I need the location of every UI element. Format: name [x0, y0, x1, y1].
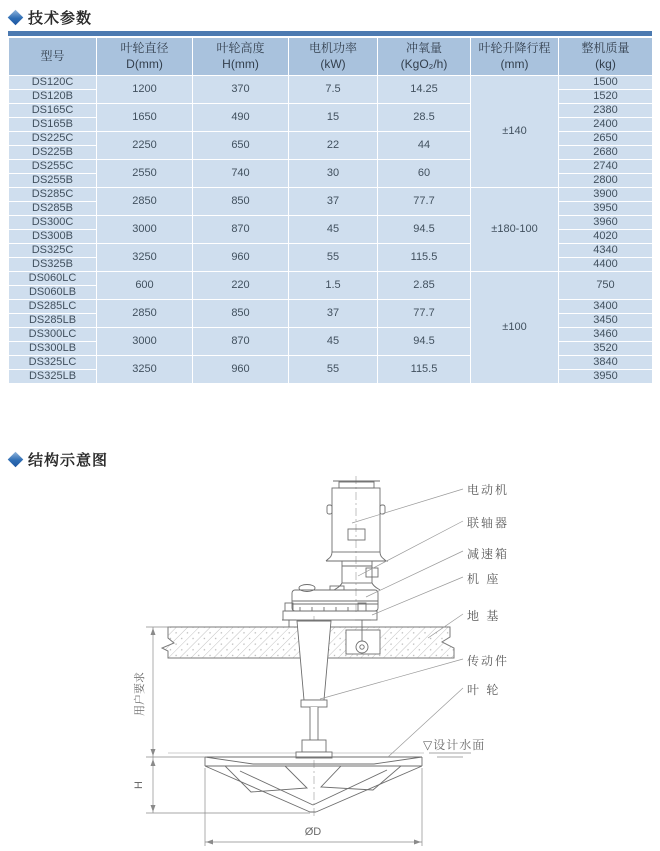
part-label: 减速箱 [467, 547, 510, 561]
drive-shaft [310, 707, 318, 740]
mass-cell: 2400 [559, 118, 653, 132]
oxygen-cell: 60 [378, 160, 471, 188]
table-top-strip [8, 31, 652, 36]
model-cell: DS300LC [9, 328, 97, 342]
power-cell: 55 [289, 244, 378, 272]
model-cell: DS285LB [9, 314, 97, 328]
mass-cell: 3450 [559, 314, 653, 328]
diameter-cell: 1200 [97, 76, 193, 104]
height-cell: 960 [193, 356, 289, 384]
model-cell: DS325LC [9, 356, 97, 370]
mass-cell: 4020 [559, 230, 653, 244]
oxygen-cell: 115.5 [378, 356, 471, 384]
power-cell: 22 [289, 132, 378, 160]
dimension-user-requirement: 用户要求 [134, 672, 146, 716]
table-row [9, 272, 653, 286]
part-label: 联轴器 [467, 516, 510, 530]
oxygen-cell: 77.7 [378, 300, 471, 328]
height-cell: 220 [193, 272, 289, 300]
stroke-cell: ±140 [471, 76, 559, 188]
section-title-text: 结构示意图 [28, 452, 109, 469]
power-cell: 45 [289, 328, 378, 356]
impeller [205, 757, 422, 812]
model-cell: DS225B [9, 146, 97, 160]
mass-cell: 3950 [559, 202, 653, 216]
mass-cell: 2650 [559, 132, 653, 146]
model-cell: DS120B [9, 90, 97, 104]
column-header: 叶轮升降行程 (mm) [471, 38, 559, 76]
mass-cell: 3520 [559, 342, 653, 356]
mass-cell: 2680 [559, 146, 653, 160]
machine-base [283, 611, 377, 620]
gearbox [292, 590, 378, 611]
power-cell: 15 [289, 104, 378, 132]
model-cell: DS165C [9, 104, 97, 118]
height-cell: 370 [193, 76, 289, 104]
foundation-slab [162, 627, 454, 658]
power-cell: 55 [289, 356, 378, 384]
model-cell: DS060LC [9, 272, 97, 286]
height-cell: 650 [193, 132, 289, 160]
mass-cell: 4400 [559, 258, 653, 272]
table-row [9, 76, 653, 90]
column-header: 电机功率 (kW) [289, 38, 378, 76]
power-cell: 7.5 [289, 76, 378, 104]
model-cell: DS255B [9, 174, 97, 188]
water-level-label: ▽设计水面 [423, 738, 486, 752]
mass-cell: 4340 [559, 244, 653, 258]
shaft-guard [297, 621, 331, 700]
diameter-cell: 3250 [97, 356, 193, 384]
height-cell: 850 [193, 300, 289, 328]
oxygen-cell: 14.25 [378, 76, 471, 104]
mass-cell: 3460 [559, 328, 653, 342]
model-cell: DS165B [9, 118, 97, 132]
diameter-cell: 3250 [97, 244, 193, 272]
mass-cell: 1520 [559, 90, 653, 104]
mass-cell: 2800 [559, 174, 653, 188]
model-cell: DS325LB [9, 370, 97, 384]
mass-cell: 3840 [559, 356, 653, 370]
power-cell: 45 [289, 216, 378, 244]
oxygen-cell: 94.5 [378, 216, 471, 244]
oxygen-cell: 44 [378, 132, 471, 160]
diamond-bullet-icon [8, 10, 24, 26]
column-header: 叶轮直径 D(mm) [97, 38, 193, 76]
part-label: 机 座 [467, 572, 501, 586]
model-cell: DS300B [9, 230, 97, 244]
part-label: 传动件 [467, 654, 510, 668]
oxygen-cell: 94.5 [378, 328, 471, 356]
model-cell: DS325C [9, 244, 97, 258]
power-cell: 37 [289, 188, 378, 216]
height-cell: 870 [193, 216, 289, 244]
model-cell: DS300C [9, 216, 97, 230]
mass-cell: 2740 [559, 160, 653, 174]
model-cell: DS300LB [9, 342, 97, 356]
power-cell: 30 [289, 160, 378, 188]
model-cell: DS285LC [9, 300, 97, 314]
diameter-cell: 2850 [97, 188, 193, 216]
model-cell: DS285B [9, 202, 97, 216]
part-label: 电动机 [467, 483, 510, 497]
motor-body [332, 488, 380, 552]
dimension-impeller-diameter: ØD [304, 826, 322, 838]
diameter-cell: 2250 [97, 132, 193, 160]
model-cell: DS285C [9, 188, 97, 202]
model-cell: DS060LB [9, 286, 97, 300]
diameter-cell: 2550 [97, 160, 193, 188]
mass-cell: 2380 [559, 104, 653, 118]
stroke-cell: ±100 [471, 272, 559, 384]
column-header: 叶轮高度 H(mm) [193, 38, 289, 76]
column-header: 整机质量 (kg) [559, 38, 653, 76]
table-row [9, 188, 653, 202]
spec-table [8, 37, 653, 384]
oxygen-cell: 2.85 [378, 272, 471, 300]
dimension-impeller-height: H [133, 781, 145, 789]
model-cell: DS120C [9, 76, 97, 90]
power-cell: 1.5 [289, 272, 378, 300]
model-cell: DS225C [9, 132, 97, 146]
height-cell: 870 [193, 328, 289, 356]
model-cell: DS255C [9, 160, 97, 174]
diameter-cell: 600 [97, 272, 193, 300]
height-cell: 740 [193, 160, 289, 188]
diamond-bullet-icon [8, 452, 24, 468]
section-title-structure [10, 449, 108, 470]
column-header: 冲氧量 (KgO₂/h) [378, 38, 471, 76]
section-title-specs [10, 7, 92, 28]
section-title-text: 技术参数 [28, 10, 93, 27]
oxygen-cell: 77.7 [378, 188, 471, 216]
mass-cell: 1500 [559, 76, 653, 90]
oxygen-cell: 115.5 [378, 244, 471, 272]
mass-cell: 3900 [559, 188, 653, 202]
diameter-cell: 1650 [97, 104, 193, 132]
diameter-cell: 3000 [97, 216, 193, 244]
mass-cell: 3950 [559, 370, 653, 384]
table-header-row [9, 38, 653, 76]
power-cell: 37 [289, 300, 378, 328]
diameter-cell: 2850 [97, 300, 193, 328]
coupling [342, 561, 372, 583]
mass-cell: 750 [559, 272, 653, 300]
oxygen-cell: 28.5 [378, 104, 471, 132]
mass-cell: 3960 [559, 216, 653, 230]
model-cell: DS325B [9, 258, 97, 272]
part-label: 地 基 [467, 609, 501, 623]
height-cell: 960 [193, 244, 289, 272]
height-cell: 850 [193, 188, 289, 216]
column-header: 型号 [9, 38, 97, 76]
stroke-cell: ±180-100 [471, 188, 559, 272]
mass-cell: 3400 [559, 300, 653, 314]
height-cell: 490 [193, 104, 289, 132]
part-label: 叶 轮 [467, 683, 501, 697]
diameter-cell: 3000 [97, 328, 193, 356]
